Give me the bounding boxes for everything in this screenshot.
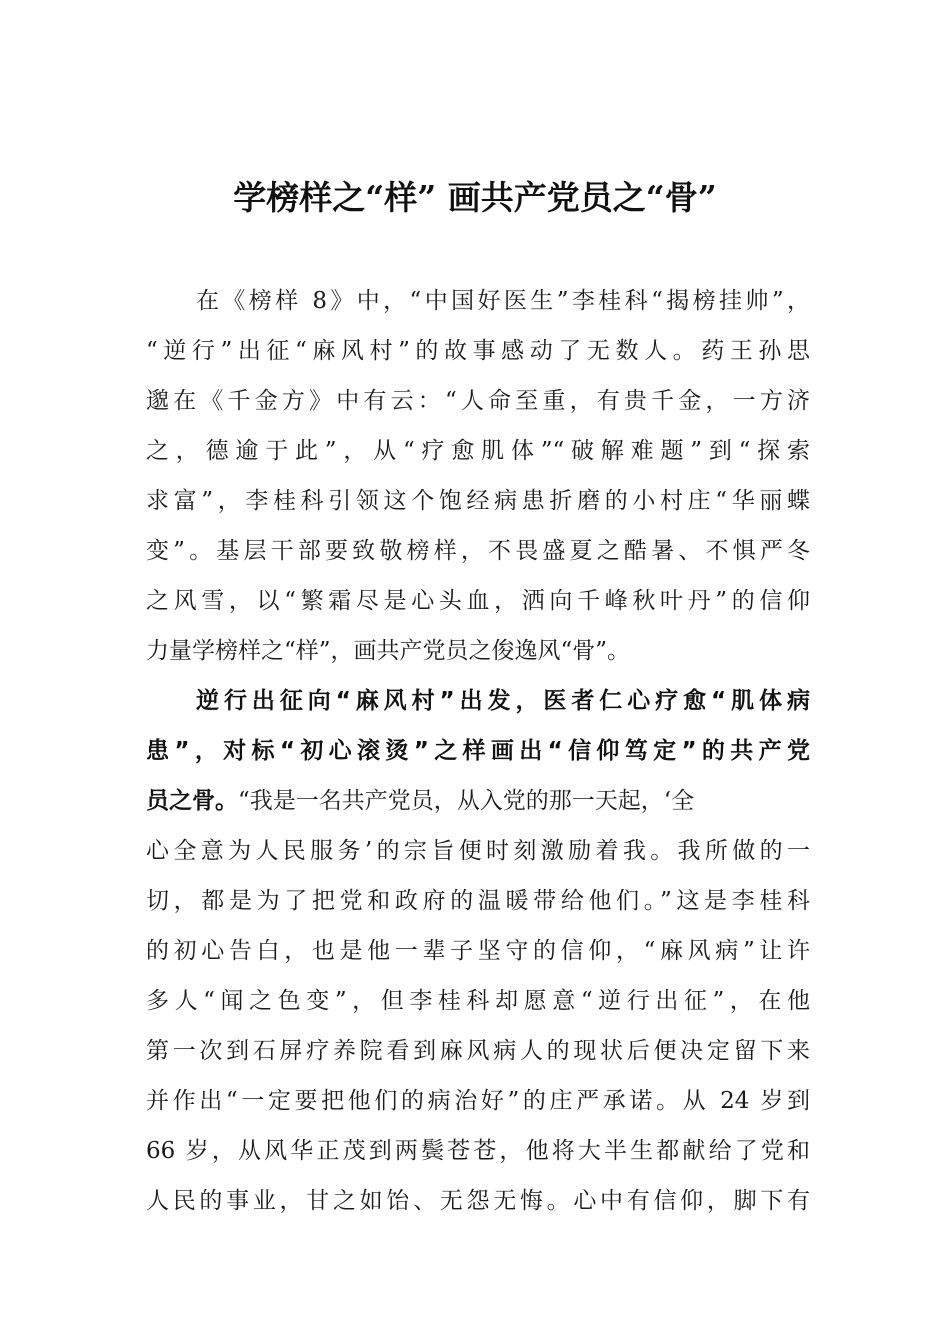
paragraph-1-line: “逆行”出征“麻风村”的故事感动了无数人。药王孙思 [146, 338, 810, 364]
paragraph-2-line-rest: “我是一名共产党员，从入党的那一天起，‘全 [238, 788, 695, 814]
paragraph-1-line: 求富”，李桂科引领这个饱经病患折磨的小村庄“华丽蝶 [146, 488, 810, 514]
paragraph-1-line: 之风雪，以“繁霜尽是心头血，洒向千峰秋叶丹”的信仰 [146, 588, 810, 614]
paragraph-1-line: 邈在《千金方》中有云：“人命至重，有贵千金，一方济 [146, 388, 810, 414]
document-title: 学榜样之“样” 画共产党员之“骨” [233, 178, 717, 217]
paragraph-2-line: 多人“闻之色变”，但李桂科却愿意“逆行出征”，在他 [146, 988, 810, 1014]
paragraph-2-line: 人民的事业，甘之如饴、无怨无悔。心中有信仰，脚下有 [146, 1188, 810, 1214]
paragraph-2-heading-end: 员之骨。 [146, 788, 238, 814]
paragraph-1-line: 之，德逾于此”，从“疗愈肌体”“破解难题”到“探索 [146, 438, 810, 464]
paragraph-2-line: 并作出“一定要把他们的病治好”的庄严承诺。从 24 岁到 [146, 1088, 810, 1114]
paragraph-1-line: 在《榜样 8》中，“中国好医生”李桂科“揭榜挂帅”， [196, 288, 810, 314]
paragraph-2-heading-line: 患”，对标“初心滚烫”之样画出“信仰笃定”的共产党 [146, 738, 810, 764]
paragraph-2-line: 66 岁，从风华正茂到两鬓苍苍，他将大半生都献给了党和 [146, 1138, 810, 1164]
paragraph-1-line: 变”。基层干部要致敬榜样，不畏盛夏之酷暑、不惧严冬 [146, 538, 810, 564]
paragraph-2-heading-line: 逆行出征向“麻风村”出发，医者仁心疗愈“肌体病 [196, 688, 810, 714]
paragraph-2-line: 切，都是为了把党和政府的温暖带给他们。”这是李桂科 [146, 888, 810, 914]
paragraph-2-line: 的初心告白，也是他一辈子坚守的信仰，“麻风病”让许 [146, 938, 810, 964]
paragraph-2-mixed-line [146, 776, 810, 826]
paragraph-2-line: 第一次到石屏疗养院看到麻风病人的现状后便决定留下来 [146, 1038, 810, 1064]
paragraph-1-line: 力量学榜样之“样”，画共产党员之俊逸风“骨”。 [146, 638, 631, 664]
paragraph-2-line: 心全意为人民服务’的宗旨便时刻激励着我。我所做的一 [146, 838, 810, 864]
